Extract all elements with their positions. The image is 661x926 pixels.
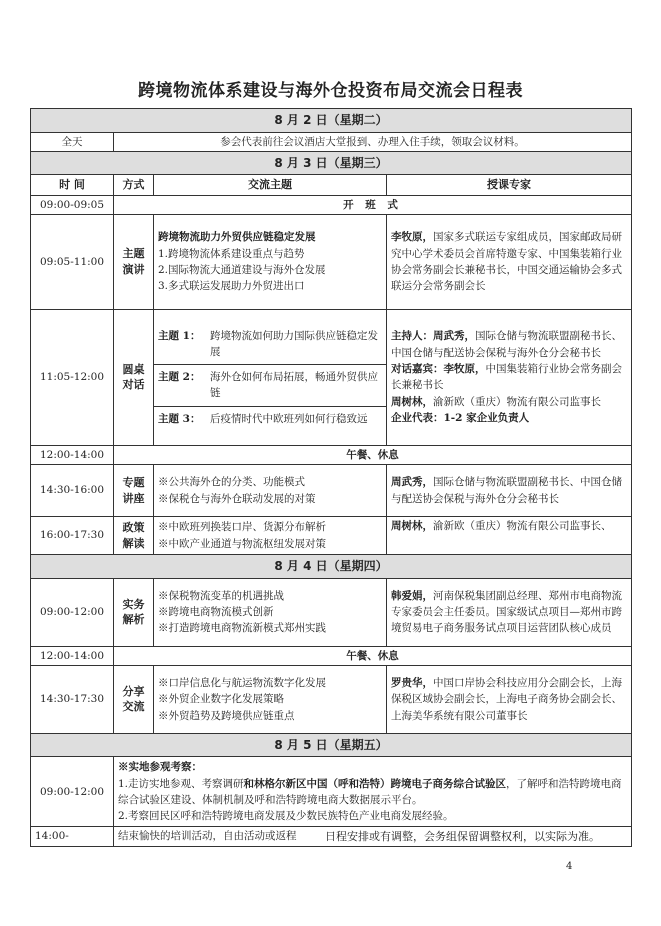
col-time: 时 间 [31,175,114,195]
expert-name: 李牧原， [443,363,486,375]
expert-name: 周武秀， [391,476,433,489]
company-label: 企业代表： [391,411,444,424]
time-cell: 12:00-14:00 [31,646,114,665]
format-cell: 分享交流 [114,665,154,733]
topic-item: ※外贸趋势及跨境供应链重点 [158,709,295,722]
format-cell: 政策解读 [114,517,154,555]
list-item [154,324,386,366]
expert-desc: 河南保税集团副总经理、郑州市电商物流专家委员会主任委员。国家级试点项目—郑州市跨境贸易电子商务服务试点项目运营团队核心成员 [391,589,622,635]
table-row [31,309,632,445]
schedule-table [30,108,632,847]
theme-label: 主题 3： [158,412,201,425]
table-row [31,195,632,214]
time-cell: 09:05-11:00 [31,214,114,309]
theme-label: 主题 1： [158,329,201,342]
theme-text: 后疫情时代中欧班列如何行稳致远 [210,412,368,425]
topic-cell [154,517,387,555]
theme-list [154,309,387,445]
content-cell: 参会代表前往会议酒店大堂报到、办理入住手续，领取会议材料。 [114,132,632,151]
day-header-aug5: 8 月 5 日（星期五） [31,733,632,757]
table-row [31,517,632,555]
topic-item: 2.国际物流大通道建设与海外仓发展 [158,263,326,276]
day-header-aug3: 8 月 3 日（星期三） [31,151,632,175]
expert-name: 罗贵华， [391,676,433,689]
time-cell: 14:00- [31,827,114,846]
time-cell: 09:00-12:00 [31,578,114,646]
expert-cell [387,309,632,445]
footnote: 日程安排或有调整，会务组保留调整权利，以实际为准。 [325,830,600,843]
topic-item: ※公共海外仓的分类、功能模式 [158,476,305,489]
expert-cell [387,214,632,309]
expert-cell [387,465,632,517]
visit-line2: 2.考察回民区呼和浩特跨境电商发展及少数民族特色产业电商发展经验。 [118,810,454,823]
table-row [31,646,632,665]
visit-line1-suffix: ，了解呼和浩特跨境电商综合试验区建设、体制机制及呼和浩特跨境电商大数据展示平台。 [118,777,622,806]
expert-name: 韩爱娟， [391,589,433,602]
format-cell: 专题讲座 [114,465,154,517]
expert-desc: 国际仓储与物流联盟副秘书长、中国仓储与配送协会保税与海外仓分会秘书长 [391,476,622,505]
day-header-aug2: 8 月 2 日（星期二） [31,109,632,133]
host-label: 主持人： [391,330,433,343]
theme-text: 跨境物流如何助力国际供应链稳定发展 [210,329,378,358]
table-row [31,578,632,646]
time-cell: 11:05-12:00 [31,309,114,445]
time-cell: 09:00-09:05 [31,195,114,214]
topic-cell [154,465,387,517]
topic-item: 1.跨境物流体系建设重点与趋势 [158,247,305,260]
time-cell: 12:00-14:00 [31,445,114,464]
visit-line1-bold: 和林格尔新区中国（呼和浩特）跨境电子商务综合试验区 [243,777,507,790]
time-cell: 全天 [31,132,114,151]
table-row [31,445,632,464]
topic-item: ※外贸企业数字化发展策略 [158,693,284,706]
expert-desc: 渝新欧（重庆）物流有限公司监事长、 [433,520,612,533]
expert-name: 周武秀， [433,330,475,343]
time-cell: 16:00-17:30 [31,517,114,555]
topic-item: ※保税物流变革的机遇挑战 [158,589,284,602]
col-topic: 交流主题 [154,175,387,195]
expert-name: 周树林， [391,520,433,533]
page-number: 4 [566,861,573,872]
col-format: 方式 [114,175,154,195]
day-header-aug4: 8 月 4 日（星期四） [31,555,632,579]
expert-cell [387,665,632,733]
visit-line1-prefix: 1.走访实地参观、考察调研 [118,777,244,790]
topic-item: ※打造跨境电商物流新模式郑州实践 [158,622,326,635]
page-title: 跨境物流体系建设与海外仓投资布局交流会日程表 [138,81,523,101]
theme-text: 海外仓如何布局拓展，畅通外贸供应链 [210,371,378,400]
company-text: 1-2 家企业负责人 [443,411,530,424]
table-row [31,132,632,151]
list-item [154,365,386,407]
col-expert: 授课专家 [387,175,632,195]
table-row [31,465,632,517]
expert-cell [387,578,632,646]
table-row [31,665,632,733]
topic-item: ※中欧班列换装口岸、货源分布解析 [158,521,326,534]
time-cell: 14:30-16:00 [31,465,114,517]
break-cell: 午餐、休息 [114,646,632,665]
topic-item: 3.多式联运发展助力外贸进出口 [158,280,305,293]
topic-item: ※保税仓与海外仓联动发展的对策 [158,492,316,505]
visit-cell [114,757,632,827]
expert-name: 周树林， [391,395,433,408]
format-cell: 圆桌对话 [114,309,154,445]
content-cell: 结束愉快的培训活动，自由活动或返程 [114,827,632,846]
topic-cell [154,665,387,733]
time-cell: 14:30-17:30 [31,665,114,733]
guest-label: 对话嘉宾： [391,363,444,375]
expert-desc: 国际仓储与物流联盟副秘书长、中国仓储与配送协会保税与海外仓分会秘书长 [391,330,622,359]
expert-cell [387,517,632,555]
topic-item: ※中欧产业通道与物流枢纽发展对策 [158,537,326,550]
column-header-row [31,175,632,195]
topic-item: ※口岸信息化与航运物流数字化发展 [158,676,326,689]
format-cell: 主题演讲 [114,214,154,309]
visit-heading: ※实地参观考察： [118,761,202,774]
list-item [154,407,386,431]
table-row [31,214,632,309]
expert-desc: 中国集装箱行业协会常务副会长兼秘书长 [391,363,622,392]
topic-cell [154,578,387,646]
topic-item: ※跨境电商物流模式创新 [158,605,274,618]
format-cell: 实务解析 [114,578,154,646]
break-cell: 午餐、休息 [114,445,632,464]
opening-cell: 开 班 式 [114,195,632,214]
expert-desc: 中国口岸协会科技应用分会副会长，上海保税区域协会副会长，上海电子商务协会副会长、上海美华系统有限公司董事长 [391,676,622,722]
expert-name: 李牧原， [391,231,433,244]
table-row [31,757,632,827]
expert-desc: 国家多式联运专家组成员，国家邮政局研究中心学术委员会首席特邀专家、中国集装箱行业协会常务副会长兼秘书长，中国交通运输协会多式联运分会常务副会长 [391,231,622,293]
theme-label: 主题 2： [158,371,201,384]
topic-cell [154,214,387,309]
time-cell: 09:00-12:00 [31,757,114,827]
expert-desc: 渝新欧（重庆）物流有限公司监事长 [433,395,601,408]
topic-title: 跨境物流助力外贸供应链稳定发展 [158,231,316,244]
